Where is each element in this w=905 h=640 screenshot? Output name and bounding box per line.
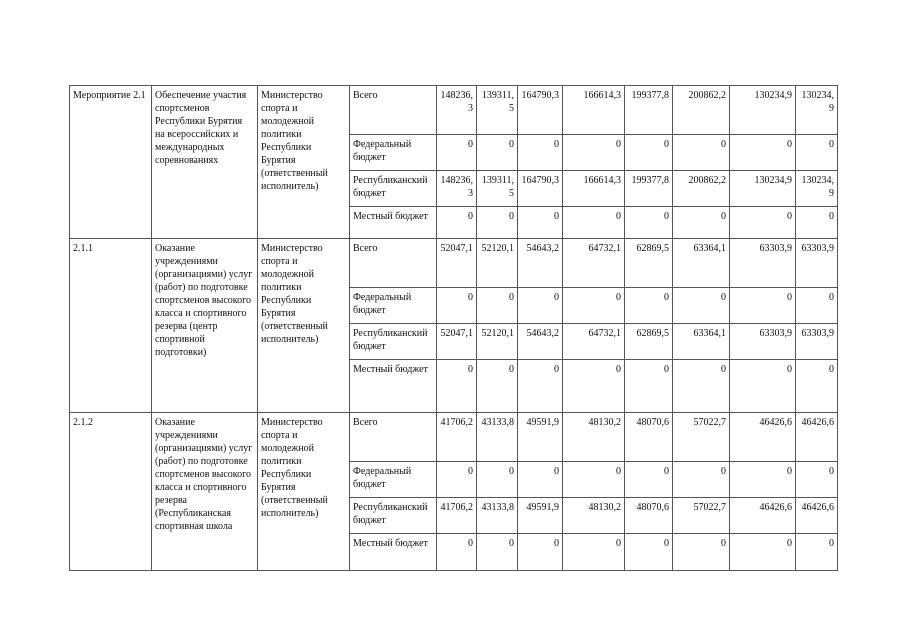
amount-cell: 148236,3: [437, 171, 477, 207]
amount-cell: 0: [563, 135, 625, 171]
amount-cell: 63364,1: [673, 324, 730, 360]
amount-cell: 0: [730, 462, 796, 498]
measure-executor: Министерство спорта и молодежной политики Республики Бурятия (ответственный исполнитель): [258, 86, 350, 239]
amount-cell: 0: [477, 288, 518, 324]
amount-cell: 0: [437, 360, 477, 413]
amount-cell: 0: [437, 207, 477, 239]
amount-cell: 52120,1: [477, 239, 518, 288]
measure-name: Оказание учреждениями (организациями) услуг (работ) по подготовке спортсменов высокого класса и спортивного резерва (Республиканская спортивная школа: [152, 413, 258, 571]
amount-cell: 0: [563, 534, 625, 571]
amount-cell: 164790,3: [518, 171, 563, 207]
amount-cell: 0: [563, 288, 625, 324]
amount-cell: 0: [477, 207, 518, 239]
amount-cell: 64732,1: [563, 324, 625, 360]
amount-cell: 41706,2: [437, 498, 477, 534]
amount-cell: 0: [730, 207, 796, 239]
amount-cell: 52120,1: [477, 324, 518, 360]
funding-source: Местный бюджет: [350, 207, 437, 239]
measure-number: 2.1.1: [70, 239, 152, 413]
measure-executor: Министерство спорта и молодежной политики Республики Бурятия (ответственный исполнитель): [258, 413, 350, 571]
amount-cell: 0: [673, 360, 730, 413]
amount-cell: 64732,1: [563, 239, 625, 288]
amount-cell: 0: [796, 207, 838, 239]
funding-source: Федеральный бюджет: [350, 288, 437, 324]
amount-cell: 46426,6: [730, 498, 796, 534]
funding-source: Республиканский бюджет: [350, 171, 437, 207]
amount-cell: 54643,2: [518, 324, 563, 360]
amount-cell: 130234,9: [730, 86, 796, 135]
amount-cell: 0: [796, 462, 838, 498]
amount-cell: 0: [518, 207, 563, 239]
amount-cell: 0: [518, 462, 563, 498]
amount-cell: 43133,8: [477, 413, 518, 462]
amount-cell: 166614,3: [563, 86, 625, 135]
amount-cell: 0: [625, 462, 673, 498]
amount-cell: 0: [625, 360, 673, 413]
amount-cell: 0: [730, 534, 796, 571]
amount-cell: 0: [796, 534, 838, 571]
amount-cell: 0: [625, 207, 673, 239]
amount-cell: 0: [625, 135, 673, 171]
amount-cell: 0: [673, 288, 730, 324]
amount-cell: 63303,9: [730, 239, 796, 288]
amount-cell: 48130,2: [563, 413, 625, 462]
amount-cell: 200862,2: [673, 171, 730, 207]
amount-cell: 139311,5: [477, 171, 518, 207]
funding-source: Всего: [350, 413, 437, 462]
amount-cell: 0: [673, 207, 730, 239]
table-row: [70, 413, 838, 462]
amount-cell: 0: [673, 534, 730, 571]
amount-cell: 0: [437, 462, 477, 498]
amount-cell: 63364,1: [673, 239, 730, 288]
amount-cell: 62869,5: [625, 324, 673, 360]
amount-cell: 0: [730, 288, 796, 324]
amount-cell: 0: [518, 135, 563, 171]
budget-table: [69, 85, 838, 571]
amount-cell: 63303,9: [796, 324, 838, 360]
amount-cell: 63303,9: [796, 239, 838, 288]
amount-cell: 0: [673, 135, 730, 171]
amount-cell: 52047,1: [437, 239, 477, 288]
amount-cell: 48070,6: [625, 413, 673, 462]
funding-source: Местный бюджет: [350, 360, 437, 413]
amount-cell: 0: [477, 360, 518, 413]
table-row: [70, 239, 838, 288]
amount-cell: 52047,1: [437, 324, 477, 360]
amount-cell: 43133,8: [477, 498, 518, 534]
funding-source: Республиканский бюджет: [350, 324, 437, 360]
amount-cell: 166614,3: [563, 171, 625, 207]
measure-executor: Министерство спорта и молодежной политики Республики Бурятия (ответственный исполнитель): [258, 239, 350, 413]
amount-cell: 199377,8: [625, 86, 673, 135]
funding-source: Всего: [350, 239, 437, 288]
amount-cell: 62869,5: [625, 239, 673, 288]
amount-cell: 0: [437, 534, 477, 571]
amount-cell: 0: [518, 534, 563, 571]
amount-cell: 54643,2: [518, 239, 563, 288]
measure-number: Мероприятие 2.1: [70, 86, 152, 239]
measure-name: Оказание учреждениями (организациями) услуг (работ) по подготовке спортсменов высокого класса и спортивного резерва (центр спортивной подготовки): [152, 239, 258, 413]
amount-cell: 0: [477, 135, 518, 171]
amount-cell: 200862,2: [673, 86, 730, 135]
amount-cell: 49591,9: [518, 413, 563, 462]
amount-cell: 46426,6: [796, 498, 838, 534]
amount-cell: 0: [796, 360, 838, 413]
amount-cell: 0: [796, 288, 838, 324]
funding-source: Федеральный бюджет: [350, 135, 437, 171]
amount-cell: 0: [563, 462, 625, 498]
amount-cell: 46426,6: [730, 413, 796, 462]
amount-cell: 0: [563, 360, 625, 413]
amount-cell: 63303,9: [730, 324, 796, 360]
funding-source: Всего: [350, 86, 437, 135]
amount-cell: 130234,9: [796, 86, 838, 135]
amount-cell: 49591,9: [518, 498, 563, 534]
amount-cell: 0: [518, 360, 563, 413]
amount-cell: 0: [625, 534, 673, 571]
amount-cell: 48070,6: [625, 498, 673, 534]
amount-cell: 0: [437, 288, 477, 324]
amount-cell: 48130,2: [563, 498, 625, 534]
amount-cell: 139311,5: [477, 86, 518, 135]
amount-cell: 0: [563, 207, 625, 239]
amount-cell: 41706,2: [437, 413, 477, 462]
amount-cell: 199377,8: [625, 171, 673, 207]
amount-cell: 164790,3: [518, 86, 563, 135]
amount-cell: 0: [673, 462, 730, 498]
amount-cell: 0: [730, 360, 796, 413]
amount-cell: 0: [477, 462, 518, 498]
amount-cell: 0: [625, 288, 673, 324]
amount-cell: 57022,7: [673, 498, 730, 534]
amount-cell: 57022,7: [673, 413, 730, 462]
amount-cell: 148236,3: [437, 86, 477, 135]
amount-cell: 46426,6: [796, 413, 838, 462]
measure-number: 2.1.2: [70, 413, 152, 571]
amount-cell: 0: [730, 135, 796, 171]
amount-cell: 130234,9: [796, 171, 838, 207]
funding-source: Местный бюджет: [350, 534, 437, 571]
amount-cell: 0: [796, 135, 838, 171]
amount-cell: 130234,9: [730, 171, 796, 207]
table-row: [70, 86, 838, 135]
funding-source: Федеральный бюджет: [350, 462, 437, 498]
measure-name: Обеспечение участия спортсменов Республики Бурятия на всероссийских и международных соревнованиях: [152, 86, 258, 239]
funding-source: Республиканский бюджет: [350, 498, 437, 534]
amount-cell: 0: [477, 534, 518, 571]
amount-cell: 0: [518, 288, 563, 324]
amount-cell: 0: [437, 135, 477, 171]
